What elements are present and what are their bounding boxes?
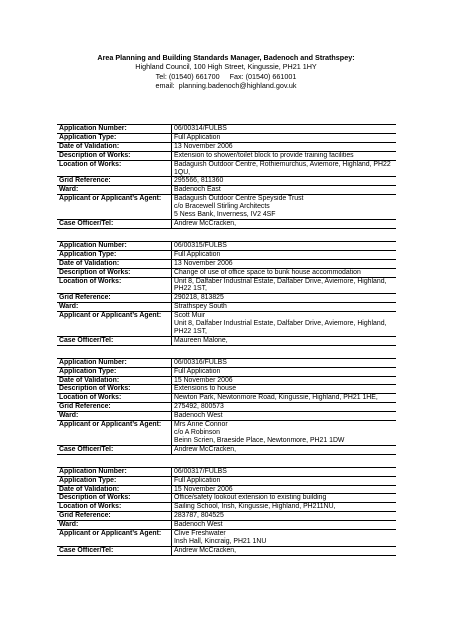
table-row xyxy=(57,412,396,421)
field-value-description: Change of use of office space to bunk house accommodation xyxy=(172,268,397,277)
field-value-agent: Beinn Scrien, Braeside Place, Newtonmore, PH21 1DW xyxy=(172,437,397,445)
field-value-agent: c/o Bracewell Stirling Architects xyxy=(174,203,270,211)
field-value-officer: Andrew McCracken, xyxy=(172,219,397,228)
table-row xyxy=(57,429,396,437)
field-value-agent: Clive Freshwater xyxy=(174,530,226,538)
table-row xyxy=(57,268,396,277)
field-label-type: Application Type: xyxy=(57,250,172,259)
table-row xyxy=(57,303,396,312)
application-table xyxy=(57,358,396,455)
table-row xyxy=(57,494,396,503)
header-contact: Tel: (01540) 661700 Fax: (01540) 661001 xyxy=(155,71,297,81)
field-value-grid: 295566, 811360 xyxy=(172,177,397,186)
table-row xyxy=(57,485,396,494)
table-row xyxy=(57,512,396,521)
table-row xyxy=(57,503,396,512)
field-label-number: Application Number: xyxy=(57,241,172,250)
field-label-validation: Date of Validation: xyxy=(57,376,172,385)
field-label-ward: Ward: xyxy=(57,521,172,530)
field-value-location: Badaguish Outdoor Centre, Rothiemurchus, Aviemore, Highland, PH22 1QU, xyxy=(172,160,397,177)
field-label-number: Application Number: xyxy=(57,467,172,476)
field-label-agent xyxy=(57,437,172,445)
field-value-officer: Andrew McCracken, xyxy=(172,445,397,454)
field-value-description: Extension to shower/toilet block to provide training facilities xyxy=(172,151,397,160)
field-label-description: Description of Works: xyxy=(57,494,172,503)
table-row xyxy=(57,133,396,142)
field-value-officer: Maureen Malone, xyxy=(172,336,397,345)
field-label-grid: Grid Reference: xyxy=(57,294,172,303)
field-label-agent xyxy=(57,429,172,437)
table-row xyxy=(57,203,396,211)
table-row xyxy=(57,125,396,134)
table-row xyxy=(57,320,396,336)
field-value-number: 06/00317/FULBS xyxy=(172,467,397,476)
field-label-description: Description of Works: xyxy=(57,268,172,277)
field-value-validation: 13 November 2006 xyxy=(172,259,397,268)
table-row xyxy=(57,421,396,429)
table-row xyxy=(57,358,396,367)
field-value-location: Unit 8, Dalfaber Industrial Estate, Dalfaber Drive, Aviemore, Highland, PH22 1ST, xyxy=(172,277,397,294)
field-label-location: Location of Works: xyxy=(57,503,172,512)
field-label-number: Application Number: xyxy=(57,358,172,367)
field-label-officer: Case Officer/Tel: xyxy=(57,546,172,555)
field-value-agent: Scott Muir xyxy=(174,312,206,320)
table-row xyxy=(57,219,396,228)
field-value-ward: Strathspey South xyxy=(172,303,397,312)
field-label-grid: Grid Reference: xyxy=(57,177,172,186)
field-value-grid: 290218, 813825 xyxy=(172,294,397,303)
table-row xyxy=(57,211,396,219)
field-label-agent: Applicant or Applicant’s Agent: xyxy=(57,421,172,429)
field-value-number: 06/00315/FULBS xyxy=(172,241,397,250)
document-header xyxy=(0,53,452,90)
field-value-officer: Andrew McCracken, xyxy=(172,546,397,555)
field-value-location: Sailing School, Insh, Kingussie, Highland, PH211NU, xyxy=(172,503,397,512)
field-label-validation: Date of Validation: xyxy=(57,259,172,268)
application-table xyxy=(57,467,396,556)
field-value-agent: 5 Ness Bank, Inverness, IV2 4SF xyxy=(172,211,397,219)
table-row xyxy=(57,177,396,186)
table-row xyxy=(57,376,396,385)
field-value-type: Full Application xyxy=(172,133,397,142)
table-row xyxy=(57,195,396,203)
application-table xyxy=(57,124,396,229)
table-row xyxy=(57,403,396,412)
table-row xyxy=(57,367,396,376)
table-row xyxy=(57,521,396,530)
field-label-type: Application Type: xyxy=(57,133,172,142)
field-label-location: Location of Works: xyxy=(57,277,172,294)
field-label-location: Location of Works: xyxy=(57,394,172,403)
field-label-ward: Ward: xyxy=(57,412,172,421)
field-value-description: Office/safety lookout extension to existing building xyxy=(172,494,397,503)
table-row xyxy=(57,437,396,445)
table-row xyxy=(57,445,396,454)
table-row xyxy=(57,476,396,485)
field-value-grid: 275492, 800573 xyxy=(172,403,397,412)
field-value-type: Full Application xyxy=(172,476,397,485)
field-label-officer: Case Officer/Tel: xyxy=(57,219,172,228)
table-row xyxy=(57,277,396,294)
field-value-type: Full Application xyxy=(172,250,397,259)
field-label-grid: Grid Reference: xyxy=(57,403,172,412)
field-label-officer: Case Officer/Tel: xyxy=(57,336,172,345)
field-value-number: 06/00316/FULBS xyxy=(172,358,397,367)
field-label-agent xyxy=(57,538,172,546)
field-value-agent: Unit 8, Dalfaber Industrial Estate, Dalfaber Drive, Aviemore, Highland, PH22 1ST, xyxy=(172,320,397,336)
field-value-ward: Badenoch West xyxy=(172,412,397,421)
field-value-agent: Badaguish Outdoor Centre Speyside Trust xyxy=(174,195,304,203)
field-label-location: Location of Works: xyxy=(57,160,172,177)
header-email: email: planning.badenoch@highland.gov.uk xyxy=(155,80,297,90)
field-label-ward: Ward: xyxy=(57,303,172,312)
field-label-officer: Case Officer/Tel: xyxy=(57,445,172,454)
field-value-ward: Badenoch West xyxy=(172,521,397,530)
field-label-agent xyxy=(57,211,172,219)
table-row xyxy=(57,394,396,403)
field-value-validation: 15 November 2006 xyxy=(172,376,397,385)
table-row xyxy=(57,241,396,250)
field-label-agent: Applicant or Applicant’s Agent: xyxy=(57,312,172,320)
table-row xyxy=(57,142,396,151)
table-row xyxy=(57,151,396,160)
field-label-grid: Grid Reference: xyxy=(57,512,172,521)
table-row xyxy=(57,294,396,303)
table-row xyxy=(57,336,396,345)
field-label-number: Application Number: xyxy=(57,125,172,134)
field-label-type: Application Type: xyxy=(57,476,172,485)
field-value-ward: Badenoch East xyxy=(172,186,397,195)
field-value-grid: 283787, 804525 xyxy=(172,512,397,521)
table-row xyxy=(57,250,396,259)
field-value-agent: Insh Hall, Kincraig, PH21 1NU xyxy=(172,538,397,546)
field-value-agent: c/o A Robinson xyxy=(174,429,220,436)
applications-list xyxy=(57,124,396,568)
header-address: Highland Council, 100 High Street, Kingussie, PH21 1HY xyxy=(135,62,317,72)
table-row xyxy=(57,467,396,476)
field-label-agent xyxy=(57,203,172,211)
field-label-agent: Applicant or Applicant’s Agent: xyxy=(57,195,172,203)
table-row xyxy=(57,538,396,546)
table-row xyxy=(57,160,396,177)
application-table xyxy=(57,241,396,346)
field-value-validation: 13 November 2006 xyxy=(172,142,397,151)
table-row xyxy=(57,385,396,394)
field-label-agent xyxy=(57,320,172,336)
field-value-location: Newton Park, Newtonmore Road, Kingussie, Highland, PH21 1HE, xyxy=(172,394,397,403)
field-label-validation: Date of Validation: xyxy=(57,142,172,151)
field-label-agent: Applicant or Applicant’s Agent: xyxy=(57,530,172,538)
field-label-description: Description of Works: xyxy=(57,151,172,160)
field-value-type: Full Application xyxy=(172,367,397,376)
header-title: Area Planning and Building Standards Manager, Badenoch and Strathspey: xyxy=(97,53,355,62)
table-row xyxy=(57,259,396,268)
field-label-ward: Ward: xyxy=(57,186,172,195)
field-label-validation: Date of Validation: xyxy=(57,485,172,494)
table-row xyxy=(57,312,396,320)
table-row xyxy=(57,186,396,195)
field-value-description: Extensions to house xyxy=(172,385,397,394)
field-value-agent: Mrs Anne Connor xyxy=(174,421,228,429)
field-label-description: Description of Works: xyxy=(57,385,172,394)
table-row xyxy=(57,530,396,538)
field-label-type: Application Type: xyxy=(57,367,172,376)
field-value-validation: 15 November 2006 xyxy=(172,485,397,494)
field-value-number: 06/00314/FULBS xyxy=(172,125,397,134)
table-row xyxy=(57,546,396,555)
